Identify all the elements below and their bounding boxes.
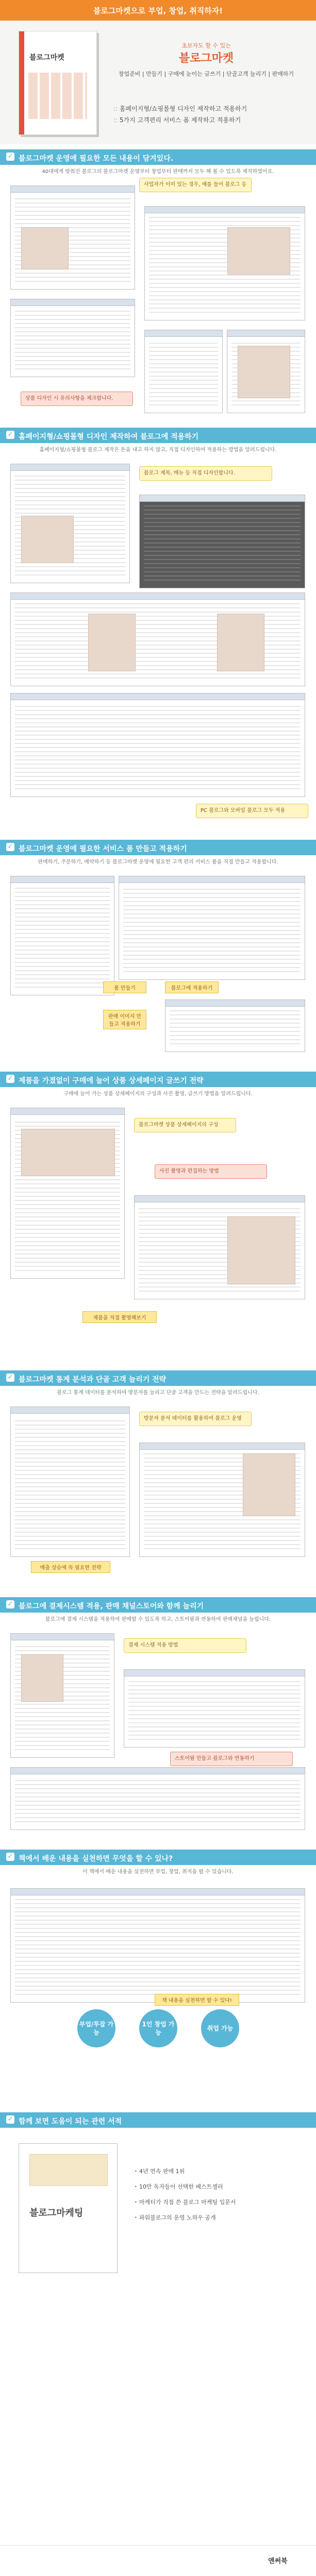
screenshot xyxy=(10,1767,305,1830)
tag-label: 판매 이미지 만들고 적용하기 xyxy=(103,1010,146,1029)
check-icon: ✓ xyxy=(6,1075,14,1083)
section-3-header xyxy=(0,840,316,855)
top-banner xyxy=(0,0,316,21)
callout: 스토어팜 만들고 블로그와 연동하기 xyxy=(170,1752,293,1766)
hero-bullet-list xyxy=(113,103,247,126)
section-6-header xyxy=(0,1597,316,1613)
section-5-header xyxy=(0,1370,316,1386)
section-title: 블로그에 결제시스템 적용, 판매 채널스토어와 함께 늘리기 xyxy=(19,1602,204,1611)
feature-item: • 4년 연속 판매 1위 xyxy=(134,2164,236,2179)
screenshot xyxy=(144,330,223,413)
callout: 방문자 분석 데이터를 활용하여 블로그 운영 xyxy=(139,1412,252,1426)
top-banner-text: 블로그마켓으로 부업, 창업, 취직하자! xyxy=(93,6,223,15)
screenshot xyxy=(227,330,305,413)
screenshot xyxy=(134,1195,305,1299)
callout: 사업자가 이미 있는 경우, 예를 들어 블로그 등 xyxy=(139,178,252,192)
screenshot xyxy=(10,592,305,686)
circle-badge: 1인 창업 가능 xyxy=(139,2009,177,2047)
section-desc: 40대에게 맞춰진 블로그의 블로그마켓 운영부터 창업부터 판매까지 모두 해 볼 수 있도록 제작하였어요. xyxy=(42,169,274,175)
screenshot xyxy=(10,299,135,377)
section-desc: 블로그에 결제 시스템을 적용하여 판매할 수 있도록 하고, 스토어팜과 연동하여 판매채널을 늘립니다. xyxy=(45,1617,271,1622)
hero-bullet: :: 5가지 고객편리 서비스 폼 제작하고 적용하기 xyxy=(113,114,247,126)
section-desc: 이 책에서 배운 내용을 실천하면 부업, 창업, 취직을 할 수 있습니다. xyxy=(82,1869,234,1875)
hero-bullet: :: 홈페이지형/쇼핑몰형 디자인 제작하고 적용하기 xyxy=(113,103,247,114)
section-title: 블로그마켓 운영에 필요한 모든 내용이 담겨있다. xyxy=(19,155,174,163)
hero-subtitle: 초보자도 할 수 있는 xyxy=(181,42,231,49)
screenshot xyxy=(10,464,130,583)
screenshot xyxy=(10,693,305,797)
related-book-title: 블로그마케팅 xyxy=(29,2208,84,2218)
tag-label: 폼 만들기 xyxy=(103,981,146,993)
screenshot xyxy=(119,876,305,980)
screenshot xyxy=(10,1888,305,2003)
circle-badge: 부업/투잡 가능 xyxy=(77,2009,115,2047)
callout: 블로그 제목, 메뉴 등 직접 디자인합니다. xyxy=(139,466,272,481)
check-icon: ✓ xyxy=(6,431,14,439)
tag-label: 책 내용을 실천하면 할 수 있다! xyxy=(155,1994,239,2006)
callout: 결제 시스템 적용 방법 xyxy=(124,1638,246,1653)
feature-item: • 마케터가 직접 쓴 블로그 마케팅 입문서 xyxy=(134,2195,236,2210)
section-title: 홈페이지형/쇼핑몰형 디자인 제작하여 블로그에 적용하기 xyxy=(19,433,199,441)
screenshot xyxy=(10,1406,130,1557)
section-4-header xyxy=(0,1072,316,1087)
screenshot xyxy=(139,1443,305,1557)
tag-label: 매출 상승에 꼭 필요한 전략 xyxy=(31,1561,110,1573)
screenshot xyxy=(10,185,135,290)
section-title: 블로그마켓 운영에 필요한 서비스 폼 만들고 적용하기 xyxy=(19,845,187,853)
tag-label: 블로그에 적용하기 xyxy=(165,981,219,993)
section-2-header xyxy=(0,428,316,443)
section-title: 함께 보면 도움이 되는 관련 서적 xyxy=(19,2117,122,2126)
screenshot xyxy=(10,876,114,995)
callout: 상품 디자인 시 유의사항을 체크합니다. xyxy=(21,392,133,406)
related-book-features xyxy=(134,2164,236,2226)
check-icon: ✓ xyxy=(6,152,14,161)
section-1-header xyxy=(0,149,316,165)
related-book-cover xyxy=(19,2143,118,2273)
check-icon: ✓ xyxy=(6,1374,14,1382)
hero-description: 창업준비 | 만들기 | 구매에 눈이는 글쓰기 | 단골고객 늘리기 | 판매하기 xyxy=(118,71,294,77)
feature-item: • 파워블로그의 운영 노하우 공개 xyxy=(134,2210,236,2226)
check-icon: ✓ xyxy=(6,1853,14,1861)
footer-divider xyxy=(0,2545,316,2546)
book-cover-image xyxy=(19,31,97,135)
screenshot xyxy=(165,999,305,1052)
section-desc: 구매에 늘어 가는 상품 상세페이지의 구성과 사진 촬영, 글쓰기 방법을 알려드립니다. xyxy=(63,1091,253,1097)
section-7-header xyxy=(0,1850,316,1865)
hero xyxy=(0,21,316,144)
callout: PC 블로그와 모바일 블로그 모두 적용 xyxy=(196,804,308,818)
screenshot xyxy=(10,1633,114,1758)
check-icon: ✓ xyxy=(6,2115,14,2124)
screenshot xyxy=(124,1669,305,1748)
screenshot xyxy=(10,1108,125,1279)
section-desc: 블로그 통계 데이터를 분석하여 방문자를 늘리고 단골 고객을 만드는 전략을 알려드립니다. xyxy=(57,1390,259,1396)
section-title: 블로그마켓 통계 분석과 단골 고객 늘리기 전략 xyxy=(19,1376,167,1384)
section-title: 책에서 배운 내용을 실천하면 무엇을 할 수 있나? xyxy=(19,1855,173,1863)
book-title: 블로그마켓 xyxy=(29,54,64,62)
screenshot xyxy=(139,495,305,588)
section-desc: 홈페이지형/쇼핑몰형 블로그 제작은 돈을 내고 하지 않고, 직접 디자인하여 적용하는 방법을 알려드립니다. xyxy=(39,447,277,453)
book-cover-pattern xyxy=(28,73,87,119)
book-spine xyxy=(19,31,24,134)
check-icon: ✓ xyxy=(6,1600,14,1608)
hero-title: 블로그마켓 xyxy=(178,52,234,65)
callout: 사진 촬영과 편집하는 방법 xyxy=(155,1164,267,1179)
tag-label: 제품을 직접 촬영해보기 xyxy=(82,1311,157,1323)
section-title: 제품을 가졌없이 구매에 늘어 상품 상세페이지 글쓰기 전략 xyxy=(19,1077,204,1085)
section-8-header xyxy=(0,2112,316,2128)
feature-item: • 10만 독자들이 선택한 베스트셀러 xyxy=(134,2179,236,2195)
screenshot xyxy=(144,206,305,320)
callout: 블로그마켓 상품 상세페이지의 구성 xyxy=(134,1118,236,1132)
section-desc: 판매하기, 주문하기, 예약하기 등 블로그마켓 운영에 필요한 고객 편의 서비스 폼을 직접 만들고 적용합니다. xyxy=(38,859,278,865)
publisher-logo: 앤써북 xyxy=(268,2557,288,2565)
circle-badge: 취업 가능 xyxy=(201,2009,239,2047)
check-icon: ✓ xyxy=(6,843,14,851)
